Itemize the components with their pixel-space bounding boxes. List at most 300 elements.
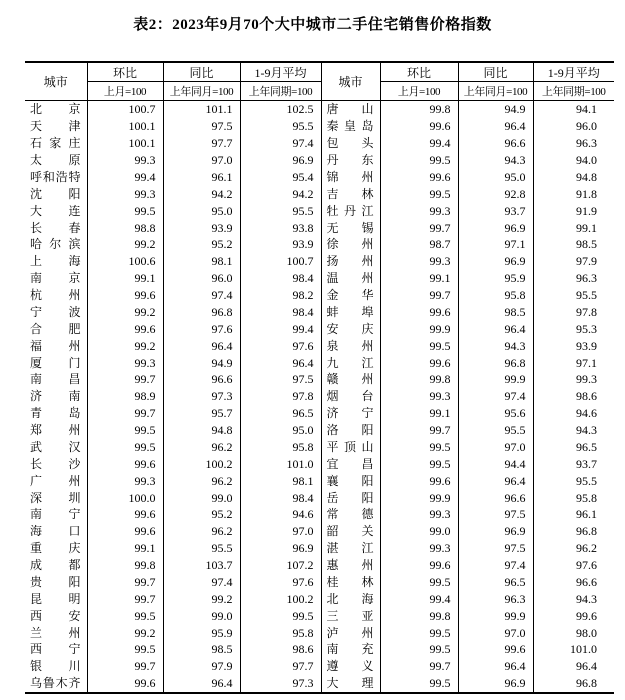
mom-value-left: 99.6	[87, 320, 163, 337]
city-cell-left: 重庆	[25, 540, 87, 557]
city-cell-right: 秦皇岛	[321, 118, 380, 135]
mom-value-left: 99.5	[87, 439, 163, 456]
table-row	[25, 135, 614, 152]
yoy-value-right: 94.9	[458, 101, 533, 118]
city-cell-right: 包头	[321, 135, 380, 152]
table-row	[25, 287, 614, 304]
mom-value-right: 99.0	[380, 523, 458, 540]
avg-value-left: 94.2	[240, 185, 321, 202]
table-row	[25, 422, 614, 439]
mom-value-left: 99.6	[87, 506, 163, 523]
yoy-value-left: 96.2	[163, 523, 240, 540]
yoy-value-right: 95.9	[458, 270, 533, 287]
table-row	[25, 185, 614, 202]
mom-value-left: 99.5	[87, 607, 163, 624]
city-cell-right: 韶关	[321, 523, 380, 540]
avg-value-left: 96.5	[240, 405, 321, 422]
avg-value-right: 98.6	[576, 389, 597, 404]
city-cell-left: 西宁	[25, 641, 87, 658]
avg-value-right: 96.3	[576, 136, 597, 151]
avg-value-left: 100.2	[240, 590, 321, 607]
table-row	[25, 101, 614, 118]
table-row	[25, 624, 614, 641]
table-row	[25, 607, 614, 624]
city-cell-left: 长春	[25, 219, 87, 236]
city-cell-right: 岳阳	[321, 489, 380, 506]
header-avg-right: 1-9月平均	[533, 62, 614, 82]
yoy-value-left: 98.1	[163, 253, 240, 270]
mom-value-right: 99.8	[380, 607, 458, 624]
mom-value-right: 99.9	[380, 320, 458, 337]
yoy-value-right: 95.0	[458, 169, 533, 186]
yoy-value-right: 95.6	[458, 405, 533, 422]
avg-value-left: 94.6	[240, 506, 321, 523]
avg-value-right: 93.7	[576, 456, 597, 471]
yoy-value-right: 96.9	[458, 675, 533, 693]
mom-value-right: 99.5	[380, 574, 458, 591]
yoy-value-right: 95.8	[458, 287, 533, 304]
avg-value-right: 96.8	[576, 676, 597, 691]
city-cell-left: 广州	[25, 472, 87, 489]
avg-value-right: 94.6	[576, 406, 597, 421]
city-cell-right: 无锡	[321, 219, 380, 236]
avg-value-left: 95.0	[240, 422, 321, 439]
mom-value-right: 99.5	[380, 675, 458, 693]
city-cell-right: 大理	[321, 675, 380, 693]
avg-value-right: 99.1	[576, 220, 597, 235]
yoy-value-left: 96.4	[163, 337, 240, 354]
avg-value-left: 93.9	[240, 236, 321, 253]
yoy-value-left: 103.7	[163, 557, 240, 574]
avg-value-right: 94.1	[576, 102, 597, 117]
avg-value-left: 97.3	[240, 675, 321, 693]
mom-value-right: 99.3	[380, 202, 458, 219]
avg-value-right: 95.3	[576, 321, 597, 336]
avg-value-left: 99.5	[240, 607, 321, 624]
city-cell-right: 安庆	[321, 320, 380, 337]
avg-value-left: 95.5	[240, 202, 321, 219]
city-cell-right: 洛阳	[321, 422, 380, 439]
mom-value-right: 99.8	[380, 101, 458, 118]
yoy-value-left: 96.0	[163, 270, 240, 287]
avg-value-left: 97.4	[240, 135, 321, 152]
avg-value-right: 96.8	[576, 524, 597, 539]
city-cell-right: 惠州	[321, 557, 380, 574]
table-row	[25, 574, 614, 591]
header-avg-base-right: 上年同期=100	[533, 82, 614, 101]
avg-value-right: 97.6	[576, 558, 597, 573]
mom-value-left: 98.8	[87, 219, 163, 236]
city-cell-right: 北海	[321, 590, 380, 607]
header-mom-right: 环比	[380, 62, 458, 82]
table-row	[25, 118, 614, 135]
city-cell-right: 泸州	[321, 624, 380, 641]
avg-value-right: 96.0	[576, 119, 597, 134]
city-cell-left: 西安	[25, 607, 87, 624]
city-cell-right: 徐州	[321, 236, 380, 253]
city-cell-right: 宜昌	[321, 455, 380, 472]
yoy-value-left: 97.3	[163, 388, 240, 405]
mom-value-right: 99.3	[380, 506, 458, 523]
mom-value-left: 99.3	[87, 354, 163, 371]
mom-value-left: 100.0	[87, 489, 163, 506]
mom-value-left: 99.6	[87, 287, 163, 304]
mom-value-right: 99.9	[380, 489, 458, 506]
city-cell-right: 扬州	[321, 253, 380, 270]
yoy-value-left: 94.8	[163, 422, 240, 439]
table-row	[25, 253, 614, 270]
avg-value-right: 93.9	[576, 338, 597, 353]
yoy-value-left: 94.2	[163, 185, 240, 202]
avg-value-right: 95.8	[576, 490, 597, 505]
avg-value-right: 91.8	[576, 186, 597, 201]
avg-value-left: 98.1	[240, 472, 321, 489]
mom-value-right: 99.4	[380, 590, 458, 607]
city-cell-right: 常德	[321, 506, 380, 523]
yoy-value-left: 100.2	[163, 455, 240, 472]
yoy-value-left: 95.9	[163, 624, 240, 641]
yoy-value-left: 95.5	[163, 540, 240, 557]
city-cell-left: 大连	[25, 202, 87, 219]
yoy-value-right: 96.9	[458, 219, 533, 236]
mom-value-left: 99.6	[87, 455, 163, 472]
avg-value-left: 96.9	[240, 540, 321, 557]
yoy-value-right: 97.5	[458, 506, 533, 523]
header-avg-base-left: 上年同期=100	[240, 82, 321, 101]
yoy-value-left: 99.0	[163, 489, 240, 506]
city-cell-left: 长沙	[25, 455, 87, 472]
mom-value-right: 99.1	[380, 270, 458, 287]
table-row	[25, 557, 614, 574]
mom-value-left: 99.2	[87, 236, 163, 253]
mom-value-right: 99.7	[380, 658, 458, 675]
avg-value-left: 95.4	[240, 169, 321, 186]
yoy-value-left: 94.9	[163, 354, 240, 371]
yoy-value-right: 96.6	[458, 489, 533, 506]
avg-value-left: 97.0	[240, 523, 321, 540]
avg-value-right: 96.1	[576, 507, 597, 522]
avg-value-right: 96.4	[576, 659, 597, 674]
city-cell-left: 太原	[25, 152, 87, 169]
table-row	[25, 236, 614, 253]
avg-value-right: 97.1	[576, 355, 597, 370]
yoy-value-left: 97.7	[163, 135, 240, 152]
yoy-value-right: 96.4	[458, 320, 533, 337]
avg-value-left: 99.4	[240, 320, 321, 337]
mom-value-right: 99.7	[380, 287, 458, 304]
table-row	[25, 523, 614, 540]
mom-value-right: 99.7	[380, 422, 458, 439]
table-row	[25, 270, 614, 287]
avg-value-right: 95.5	[576, 473, 597, 488]
table-row	[25, 152, 614, 169]
avg-value-left: 98.4	[240, 489, 321, 506]
table-row	[25, 405, 614, 422]
header-mom-left: 环比	[87, 62, 163, 82]
table-row	[25, 388, 614, 405]
city-cell-left: 石家庄	[25, 135, 87, 152]
city-cell-left: 海口	[25, 523, 87, 540]
avg-value-right: 99.3	[576, 372, 597, 387]
mom-value-right: 99.5	[380, 185, 458, 202]
mom-value-right: 98.7	[380, 236, 458, 253]
header-yoy-base-right: 上年同月=100	[458, 82, 533, 101]
mom-value-right: 99.1	[380, 405, 458, 422]
yoy-value-left: 98.5	[163, 641, 240, 658]
yoy-value-left: 95.7	[163, 405, 240, 422]
avg-value-right: 94.3	[576, 423, 597, 438]
mom-value-right: 99.6	[380, 169, 458, 186]
avg-value-right: 96.5	[576, 439, 597, 454]
city-cell-right: 丹东	[321, 152, 380, 169]
yoy-value-left: 96.2	[163, 472, 240, 489]
mom-value-left: 99.4	[87, 169, 163, 186]
yoy-value-left: 96.4	[163, 675, 240, 693]
city-cell-left: 成都	[25, 557, 87, 574]
table-body	[25, 101, 614, 693]
city-cell-right: 唐山	[321, 101, 380, 118]
price-index-table	[25, 61, 614, 694]
avg-value-left: 97.6	[240, 337, 321, 354]
yoy-value-left: 96.1	[163, 169, 240, 186]
city-cell-left: 兰州	[25, 624, 87, 641]
mom-value-right: 99.6	[380, 304, 458, 321]
city-cell-left: 呼和浩特	[25, 169, 87, 186]
avg-value-right: 96.3	[576, 271, 597, 286]
header-avg-left: 1-9月平均	[240, 62, 321, 82]
mom-value-right: 99.6	[380, 118, 458, 135]
table-row	[25, 506, 614, 523]
yoy-value-right: 97.4	[458, 557, 533, 574]
avg-value-right: 94.0	[576, 153, 597, 168]
yoy-value-left: 95.0	[163, 202, 240, 219]
avg-value-left: 100.7	[240, 253, 321, 270]
yoy-value-right: 97.4	[458, 388, 533, 405]
avg-value-left: 102.5	[240, 101, 321, 118]
table-row	[25, 202, 614, 219]
header-row-groups	[25, 62, 614, 82]
city-cell-right: 蚌埠	[321, 304, 380, 321]
table-row	[25, 320, 614, 337]
yoy-value-left: 93.9	[163, 219, 240, 236]
table-row	[25, 304, 614, 321]
avg-value-right: 98.0	[576, 625, 597, 640]
mom-value-right: 99.3	[380, 540, 458, 557]
mom-value-right: 99.5	[380, 152, 458, 169]
avg-value-right: 101.0	[570, 642, 597, 657]
avg-value-right: 98.5	[576, 237, 597, 252]
yoy-value-right: 96.9	[458, 253, 533, 270]
mom-value-left: 100.1	[87, 118, 163, 135]
city-cell-right: 温州	[321, 270, 380, 287]
avg-value-right: 94.3	[576, 591, 597, 606]
avg-value-left: 95.8	[240, 439, 321, 456]
header-row-bases	[25, 82, 614, 101]
avg-value-left: 95.8	[240, 624, 321, 641]
avg-value-left: 98.2	[240, 287, 321, 304]
yoy-value-right: 96.9	[458, 523, 533, 540]
mom-value-left: 99.7	[87, 371, 163, 388]
mom-value-right: 99.6	[380, 557, 458, 574]
table-row	[25, 439, 614, 456]
mom-value-right: 99.5	[380, 337, 458, 354]
city-cell-right: 锦州	[321, 169, 380, 186]
yoy-value-right: 99.6	[458, 641, 533, 658]
header-city-left: 城市	[25, 62, 87, 101]
yoy-value-left: 99.0	[163, 607, 240, 624]
header-yoy-right: 同比	[458, 62, 533, 82]
city-cell-left: 天津	[25, 118, 87, 135]
mom-value-right: 99.4	[380, 135, 458, 152]
avg-value-left: 96.9	[240, 152, 321, 169]
avg-value-left: 101.0	[240, 455, 321, 472]
city-cell-left: 杭州	[25, 287, 87, 304]
yoy-value-right: 97.0	[458, 624, 533, 641]
yoy-value-right: 94.3	[458, 152, 533, 169]
mom-value-right: 99.3	[380, 388, 458, 405]
mom-value-left: 99.2	[87, 304, 163, 321]
table-row	[25, 169, 614, 186]
table-row	[25, 540, 614, 557]
avg-value-right: 91.9	[576, 203, 597, 218]
city-cell-right: 金华	[321, 287, 380, 304]
avg-value-left: 95.5	[240, 118, 321, 135]
table-row	[25, 590, 614, 607]
mom-value-left: 99.3	[87, 472, 163, 489]
mom-value-left: 99.6	[87, 523, 163, 540]
city-cell-left: 宁波	[25, 304, 87, 321]
yoy-value-right: 98.5	[458, 304, 533, 321]
mom-value-left: 99.5	[87, 422, 163, 439]
header-mom-base-left: 上月=100	[87, 82, 163, 101]
mom-value-right: 99.5	[380, 439, 458, 456]
avg-value-left: 98.4	[240, 304, 321, 321]
mom-value-left: 100.1	[87, 135, 163, 152]
yoy-value-right: 97.1	[458, 236, 533, 253]
mom-value-left: 99.7	[87, 590, 163, 607]
yoy-value-right: 94.4	[458, 455, 533, 472]
city-cell-left: 哈尔滨	[25, 236, 87, 253]
mom-value-left: 99.5	[87, 202, 163, 219]
city-cell-left: 贵阳	[25, 574, 87, 591]
avg-value-right: 96.2	[576, 541, 597, 556]
city-cell-right: 三亚	[321, 607, 380, 624]
yoy-value-right: 96.8	[458, 354, 533, 371]
avg-value-right: 97.9	[576, 254, 597, 269]
city-cell-left: 深圳	[25, 489, 87, 506]
avg-value-left: 98.6	[240, 641, 321, 658]
city-cell-right: 南充	[321, 641, 380, 658]
avg-value-left: 97.6	[240, 574, 321, 591]
city-cell-left: 南昌	[25, 371, 87, 388]
avg-value-right: 94.8	[576, 169, 597, 184]
avg-value-left: 98.4	[240, 270, 321, 287]
yoy-value-left: 96.6	[163, 371, 240, 388]
avg-value-left: 97.5	[240, 371, 321, 388]
avg-value-left: 96.4	[240, 354, 321, 371]
yoy-value-right: 94.3	[458, 337, 533, 354]
mom-value-left: 98.9	[87, 388, 163, 405]
yoy-value-right: 97.5	[458, 540, 533, 557]
yoy-value-right: 93.7	[458, 202, 533, 219]
city-cell-right: 烟台	[321, 388, 380, 405]
mom-value-right: 99.5	[380, 641, 458, 658]
yoy-value-right: 96.4	[458, 118, 533, 135]
table-header	[25, 62, 614, 101]
mom-value-left: 99.2	[87, 624, 163, 641]
table-row	[25, 371, 614, 388]
table-row	[25, 675, 614, 693]
mom-value-left: 99.2	[87, 337, 163, 354]
header-mom-base-right: 上月=100	[380, 82, 458, 101]
yoy-value-left: 101.1	[163, 101, 240, 118]
avg-value-left: 107.2	[240, 557, 321, 574]
yoy-value-right: 97.0	[458, 439, 533, 456]
mom-value-right: 99.7	[380, 219, 458, 236]
mom-value-left: 99.6	[87, 675, 163, 693]
table-row	[25, 455, 614, 472]
avg-value-right: 99.6	[576, 608, 597, 623]
city-cell-left: 南京	[25, 270, 87, 287]
table-row	[25, 658, 614, 675]
yoy-value-left: 97.4	[163, 574, 240, 591]
header-yoy-base-left: 上年同月=100	[163, 82, 240, 101]
city-cell-right: 遵义	[321, 658, 380, 675]
city-cell-right: 平顶山	[321, 439, 380, 456]
yoy-value-right: 96.4	[458, 658, 533, 675]
avg-value-left: 97.8	[240, 388, 321, 405]
yoy-value-left: 97.6	[163, 320, 240, 337]
yoy-value-right: 96.5	[458, 574, 533, 591]
avg-value-right: 96.6	[576, 574, 597, 589]
city-cell-left: 昆明	[25, 590, 87, 607]
yoy-value-left: 97.0	[163, 152, 240, 169]
avg-value-right: 97.8	[576, 304, 597, 319]
mom-value-left: 99.3	[87, 185, 163, 202]
mom-value-left: 99.3	[87, 152, 163, 169]
city-cell-left: 上海	[25, 253, 87, 270]
header-city-right: 城市	[321, 62, 380, 101]
city-cell-left: 福州	[25, 337, 87, 354]
mom-value-right: 99.5	[380, 624, 458, 641]
yoy-value-right: 99.9	[458, 607, 533, 624]
page-title: 表2：2023年9月70个大中城市二手住宅销售价格指数	[133, 17, 492, 33]
mom-value-left: 99.1	[87, 270, 163, 287]
city-cell-left: 乌鲁木齐	[25, 675, 87, 693]
city-cell-right: 济宁	[321, 405, 380, 422]
mom-value-left: 99.7	[87, 405, 163, 422]
city-cell-right: 九江	[321, 354, 380, 371]
mom-value-left: 99.7	[87, 574, 163, 591]
city-cell-right: 泉州	[321, 337, 380, 354]
city-cell-right: 湛江	[321, 540, 380, 557]
mom-value-left: 99.5	[87, 641, 163, 658]
mom-value-left: 99.7	[87, 658, 163, 675]
yoy-value-right: 96.4	[458, 472, 533, 489]
yoy-value-left: 99.2	[163, 590, 240, 607]
city-cell-left: 郑州	[25, 422, 87, 439]
city-cell-left: 南宁	[25, 506, 87, 523]
avg-value-right: 95.5	[576, 288, 597, 303]
table-row	[25, 641, 614, 658]
mom-value-right: 99.3	[380, 253, 458, 270]
table-row	[25, 219, 614, 236]
yoy-value-left: 96.2	[163, 439, 240, 456]
table-row	[25, 472, 614, 489]
mom-value-left: 100.6	[87, 253, 163, 270]
city-cell-left: 青岛	[25, 405, 87, 422]
avg-value-left: 93.8	[240, 219, 321, 236]
